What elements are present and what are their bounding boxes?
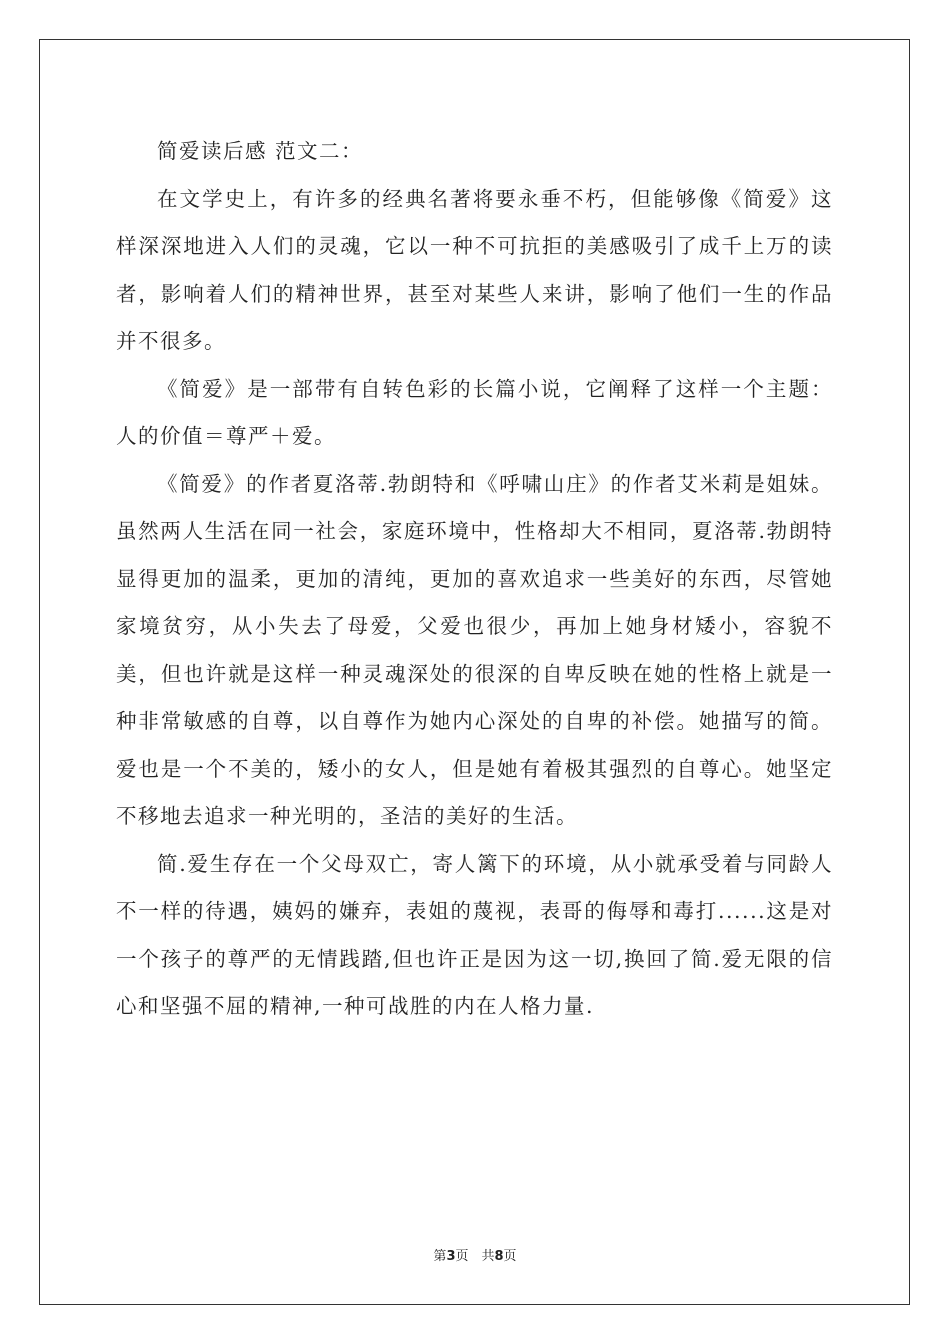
document-body [116,128,833,1031]
total-page-number: 8 [494,1249,504,1264]
current-page-number: 3 [446,1249,456,1264]
page-prefix: 第 [433,1249,447,1264]
heading-paragraph: 简爱读后感 范文二： [157,139,364,163]
page-suffix: 页 [503,1249,517,1264]
page-number-footer [0,1245,950,1264]
body-paragraph: 简.爱生存在一个父母双亡，寄人篱下的环境，从小就承受着与同龄人不一样的待遇，姨妈的嫌弃，表姐的蔑视，表哥的侮辱和毒打......这是对一个孩子的尊严的无情践踏,但也许正是因为这一切,换回了简.爱无限的信心和坚强不屈的精神,一种可战胜的内在人格力量. [116,851,833,1018]
page-mid-text: 页 共 [455,1249,495,1264]
body-paragraph: 《简爱》是一部带有自转色彩的长篇小说，它阐释了这样一个主题：人的价值＝尊严＋爱。 [116,376,833,448]
body-paragraph: 《简爱》的作者夏洛蒂.勃朗特和《呼啸山庄》的作者艾米莉是姐妹。虽然两人生活在同一社会，家庭环境中，性格却大不相同，夏洛蒂.勃朗特显得更加的温柔，更加的清纯，更加的喜欢追求一些美好的东西，尽管她家境贫穷，从小失去了母爱，父爱也很少，再加上她身材矮小，容貌不美，但也许就是这样一种灵魂深处的很深的自卑反映在她的性格上就是一种非常敏感的自尊，以自尊作为她内心深处的自卑的补偿。她描写的简。爱也是一个不美的，矮小的女人，但是她有着极其强烈的自尊心。她坚定不移地去追求一种光明的，圣洁的美好的生活。 [116,471,833,828]
body-paragraph: 在文学史上，有许多的经典名著将要永垂不朽，但能够像《简爱》这样深深地进入人们的灵魂，它以一种不可抗拒的美感吸引了成千上万的读者，影响着人们的精神世界，甚至对某些人来讲，影响了他们一生的作品并不很多。 [116,186,833,353]
